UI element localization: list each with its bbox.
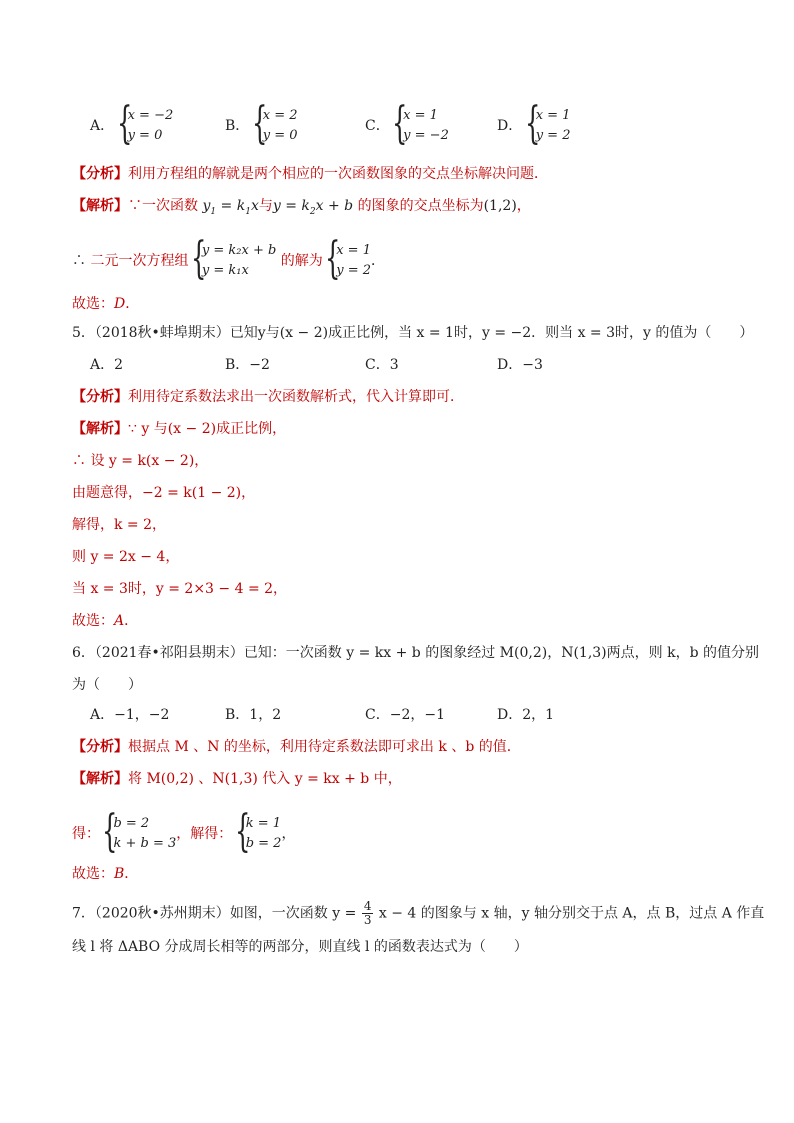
equation: k + b = 3 [113, 836, 177, 851]
option-letter: A． [90, 707, 115, 723]
q7-stem-line-2: 线 l 将 ΔABO 分成周长相等的两部分，则直线 l 的函数表达式为（ ） [72, 939, 528, 955]
equation: y = 0 [127, 128, 163, 143]
q5-solution-step: 解得，k = 2， [72, 517, 167, 533]
because-icon: ∵ [128, 198, 142, 214]
equation: { x = 1 [535, 108, 571, 123]
equation: y = k₁x [201, 263, 249, 278]
equation: { x = 2 [262, 108, 298, 123]
equation: y = 0 [262, 128, 298, 143]
fraction-numerator: 4 [363, 899, 372, 913]
q6-solution-line-1 [72, 769, 402, 789]
option-letter: B． [225, 357, 250, 373]
q4-analysis [72, 164, 548, 184]
equation: { x = −2 [127, 108, 174, 123]
solution-tag: 【解析】 [72, 198, 128, 214]
option-text: 3 [389, 357, 399, 373]
equation: y = 2 [336, 263, 371, 278]
question-text: 已知：一次函数 y = kx + b 的图象经过 M(0,2)，N(1,3)两点，则 k，b 的值分别 [243, 645, 759, 661]
solution-text: 一次函数 [142, 198, 198, 214]
q4-option-d [497, 106, 570, 146]
question-source: （2018秋•蚌埠期末） [94, 325, 230, 341]
option-letter: A． [90, 357, 115, 373]
q6-option-d [497, 705, 554, 725]
solution-text: 的解为 [280, 253, 323, 269]
solution-text: 得： [72, 826, 100, 842]
q5-option-a [90, 355, 123, 375]
q4-options [0, 104, 794, 148]
q4-answer [72, 294, 139, 314]
equation: { k = 1 [245, 816, 282, 831]
q5-option-b [225, 355, 270, 375]
q5-solution-step: 由题意得，−2 = k(1 − 2)， [72, 485, 256, 501]
punctuation: ． [124, 613, 139, 629]
equation-system [193, 241, 276, 281]
q6-analysis [72, 737, 521, 757]
q5-option-d [497, 355, 543, 375]
q4-option-c [365, 106, 449, 146]
q5-stem [72, 323, 753, 343]
fraction [362, 900, 374, 927]
q6-answer [72, 864, 138, 884]
solution-tag: 【解析】 [72, 421, 128, 437]
solution-text: ，解得： [176, 826, 233, 842]
question-number: 6． [72, 645, 95, 661]
option-letter: A． [90, 118, 115, 134]
equation: { y = k₂x + b [201, 243, 277, 258]
option-letter: C． [365, 707, 390, 723]
q5-answer [72, 611, 138, 631]
equation: { x = 1 [336, 243, 371, 258]
equation: { b = 2 [113, 816, 150, 831]
option-letter: B． [225, 118, 250, 134]
question-source: （2021春•祁阳县期末） [94, 645, 244, 661]
analysis-text: 根据点 M 、N 的坐标，利用待定系数法即可求出 k 、b 的值． [128, 739, 521, 755]
equation-system [237, 814, 282, 854]
punctuation: ， [281, 826, 296, 842]
solution-step: ∵ y 与(x − 2)成正比例， [128, 421, 287, 437]
equation-system [119, 106, 174, 146]
answer-prefix: 故选： [72, 296, 114, 312]
solution-text: ， [516, 198, 531, 214]
analysis-text: 利用方程组的解就是两个相应的一次函数图象的交点坐标解决问题． [128, 166, 548, 182]
coordinate: (1,2) [483, 198, 517, 214]
option-text: −2 [249, 357, 270, 373]
solution-text: 与 [258, 198, 273, 214]
equation: y = 2 [535, 128, 571, 143]
equation: y = −2 [403, 128, 449, 143]
q4-solution-line-1 [72, 196, 531, 222]
equation: { x = 1 [403, 108, 438, 123]
option-text: 1，2 [249, 707, 282, 723]
q6-option-c [365, 705, 445, 725]
punctuation: ． [124, 866, 139, 882]
q6-stem-line-2: 为（ ） [72, 677, 142, 693]
q5-solution-step: 当 x = 3时，y = 2×3 − 4 = 2， [72, 581, 288, 597]
q6-solution-line-2 [72, 814, 295, 854]
answer-prefix: 故选： [72, 866, 114, 882]
option-text: −3 [522, 357, 543, 373]
math-expr: $y_1 = k_1x$ [202, 198, 259, 217]
q6-option-b [225, 705, 281, 725]
punctuation: ． [371, 253, 385, 269]
q7-stem-line-1 [72, 900, 764, 927]
solution-tag: 【解析】 [72, 771, 128, 787]
question-number: 5． [72, 325, 95, 341]
analysis-tag: 【分析】 [72, 389, 128, 405]
solution-text: 二元一次方程组 [90, 253, 189, 269]
answer-letter: A [114, 613, 125, 629]
analysis-text: 利用待定系数法求出一次函数解析式，代入计算即可． [128, 389, 464, 405]
option-letter: D． [497, 118, 523, 134]
analysis-tag: 【分析】 [72, 166, 128, 182]
question-number: 7． [72, 905, 95, 922]
option-text: −2，−1 [389, 707, 445, 723]
option-letter: C． [365, 118, 390, 134]
answer-letter: B [114, 866, 125, 882]
option-letter: B． [225, 707, 250, 723]
question-text: 如图，一次函数 y = [229, 905, 357, 922]
option-text: 2 [114, 357, 124, 373]
q5-solution-line-1 [72, 419, 286, 439]
q6-option-a [90, 705, 169, 725]
solution-text: 的图象的交点坐标为 [357, 198, 484, 214]
question-source: （2020秋•苏州期末） [94, 905, 230, 922]
equation-system [104, 814, 176, 854]
q4-option-a [90, 106, 173, 146]
equation-system [254, 106, 298, 146]
answer-letter: D [114, 296, 126, 312]
analysis-tag: 【分析】 [72, 739, 128, 755]
solution-text: 将 M(0,2) 、N(1,3) 代入 y = kx + b 中， [128, 771, 402, 787]
punctuation: ． [125, 296, 140, 312]
q5-analysis [72, 387, 464, 407]
question-text: 已知y与(x − 2)成正比例，当 x = 1时，y = −2．则当 x = 3时，y 的值为（ ） [229, 325, 754, 341]
therefore-icon: ∴ [72, 253, 86, 269]
math-expr: $y = k_2x + b$ [272, 198, 354, 217]
answer-prefix: 故选： [72, 613, 114, 629]
q5-solution-step: ∴ 设 y = k(x − 2)， [72, 453, 209, 469]
q4-solution-line-2 [72, 241, 385, 281]
q5-option-c [365, 355, 399, 375]
question-text: x − 4 的图象与 x 轴，y 轴分别交于点 A，点 B，过点 A 作直 [378, 905, 765, 922]
option-text: 2，1 [522, 707, 555, 723]
option-text: −1，−2 [114, 707, 170, 723]
equation: b = 2 [245, 836, 282, 851]
equation-system [327, 241, 371, 281]
option-letter: D． [497, 357, 523, 373]
option-letter: C． [365, 357, 390, 373]
q4-option-b [225, 106, 298, 146]
option-letter: D． [497, 707, 523, 723]
equation-system [394, 106, 449, 146]
q5-solution-step: 则 y = 2x − 4， [72, 549, 180, 565]
fraction-denominator: 3 [363, 913, 372, 927]
equation-system [527, 106, 571, 146]
q6-stem-line-1 [72, 643, 759, 663]
